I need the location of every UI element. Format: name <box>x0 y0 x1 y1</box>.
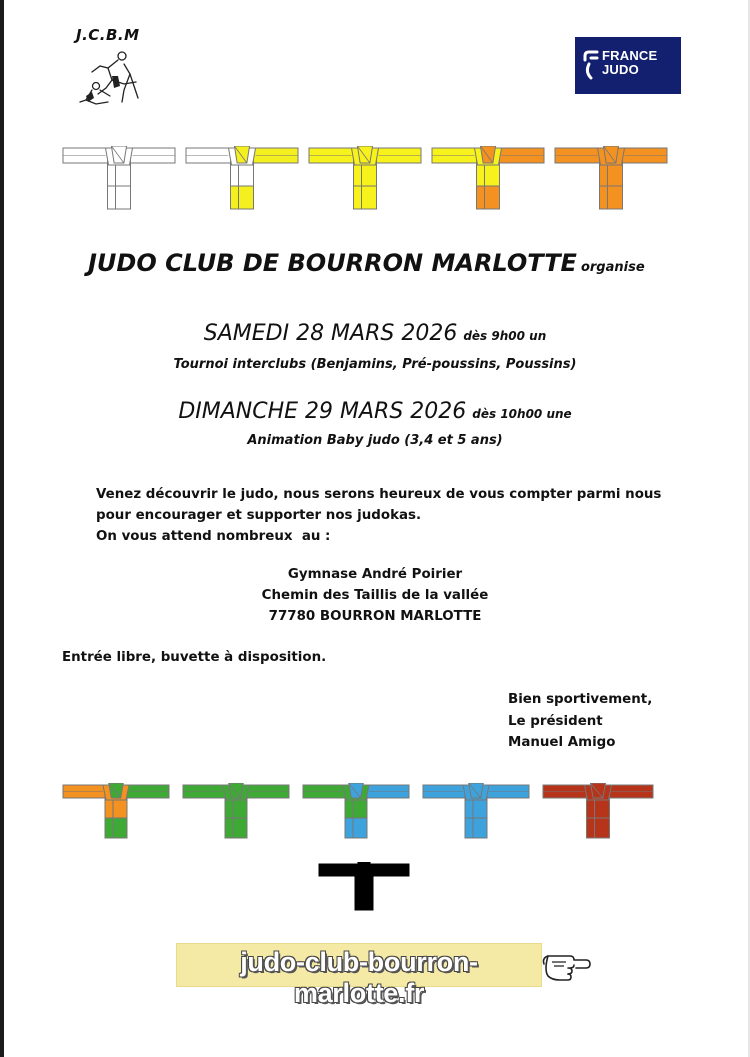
belt-row-top <box>62 146 668 211</box>
signature-closing: Bien sportivement, <box>508 692 653 707</box>
event-sunday <box>0 399 750 424</box>
website-link[interactable]: judo-club-bourron-marlotte.fr <box>240 947 478 1008</box>
brown-belt-icon <box>542 783 654 840</box>
website-banner[interactable] <box>176 943 542 1008</box>
yellow-orange-belt-icon <box>431 146 545 211</box>
white-yellow-belt-icon <box>185 146 299 211</box>
invitation-line: Venez découvrir le judo, nous serons heureux de vous compter parmi nous <box>96 487 662 502</box>
page-title <box>88 249 645 277</box>
signature-block <box>508 689 652 754</box>
judoka-throw-icon <box>78 46 144 108</box>
orange-belt-icon <box>554 146 668 211</box>
signature-role: Le président <box>508 713 603 729</box>
belt-row-bottom <box>62 783 654 840</box>
signature-name: Manuel Amigo <box>508 735 616 750</box>
orange-green-belt-icon <box>62 783 170 840</box>
invitation-line: On vous attend nombreux au : <box>96 529 331 544</box>
club-logo <box>72 26 152 110</box>
venue-address <box>0 564 750 627</box>
venue-city: 77780 BOURRON MARLOTTE <box>268 609 482 624</box>
club-name-heading: JUDO CLUB DE BOURRON MARLOTTE <box>88 249 577 277</box>
page-edge-left <box>0 0 4 1057</box>
event-time: dès 9h00 un <box>463 329 547 343</box>
event-description: Animation Baby judo (3,4 et 5 ans) <box>247 433 503 448</box>
white-belt-icon <box>62 146 176 211</box>
green-blue-belt-icon <box>302 783 410 840</box>
event-date: DIMANCHE 29 MARS 2026 <box>178 399 467 424</box>
yellow-belt-icon <box>308 146 422 211</box>
venue-street: Chemin des Taillis de la vallée <box>261 588 489 603</box>
event-date: SAMEDI 28 MARS 2026 <box>203 321 458 346</box>
france-judo-line2: JUDO <box>602 62 639 77</box>
entry-info: Entrée libre, buvette à disposition. <box>62 650 327 665</box>
france-judo-line1: FRANCE <box>602 48 658 63</box>
belt-row-black <box>318 862 410 912</box>
club-logo-text: J.C.B.M <box>76 26 140 44</box>
event-description: Tournoi interclubs (Benjamins, Pré-poussins, Poussins) <box>173 357 577 372</box>
france-judo-logo <box>575 37 681 94</box>
blue-belt-icon <box>422 783 530 840</box>
title-suffix: organise <box>580 260 645 275</box>
green-belt-icon <box>182 783 290 840</box>
black-belt-icon <box>318 862 410 912</box>
france-judo-symbol-icon <box>583 50 599 80</box>
venue-name: Gymnase André Poirier <box>287 567 463 582</box>
event-saturday <box>0 321 750 346</box>
invitation-line: pour encourager et supporter nos judokas. <box>96 508 422 523</box>
event-time: dès 10h00 une <box>472 407 572 421</box>
invitation-paragraph <box>96 484 661 547</box>
pointing-hand-icon <box>540 950 592 984</box>
